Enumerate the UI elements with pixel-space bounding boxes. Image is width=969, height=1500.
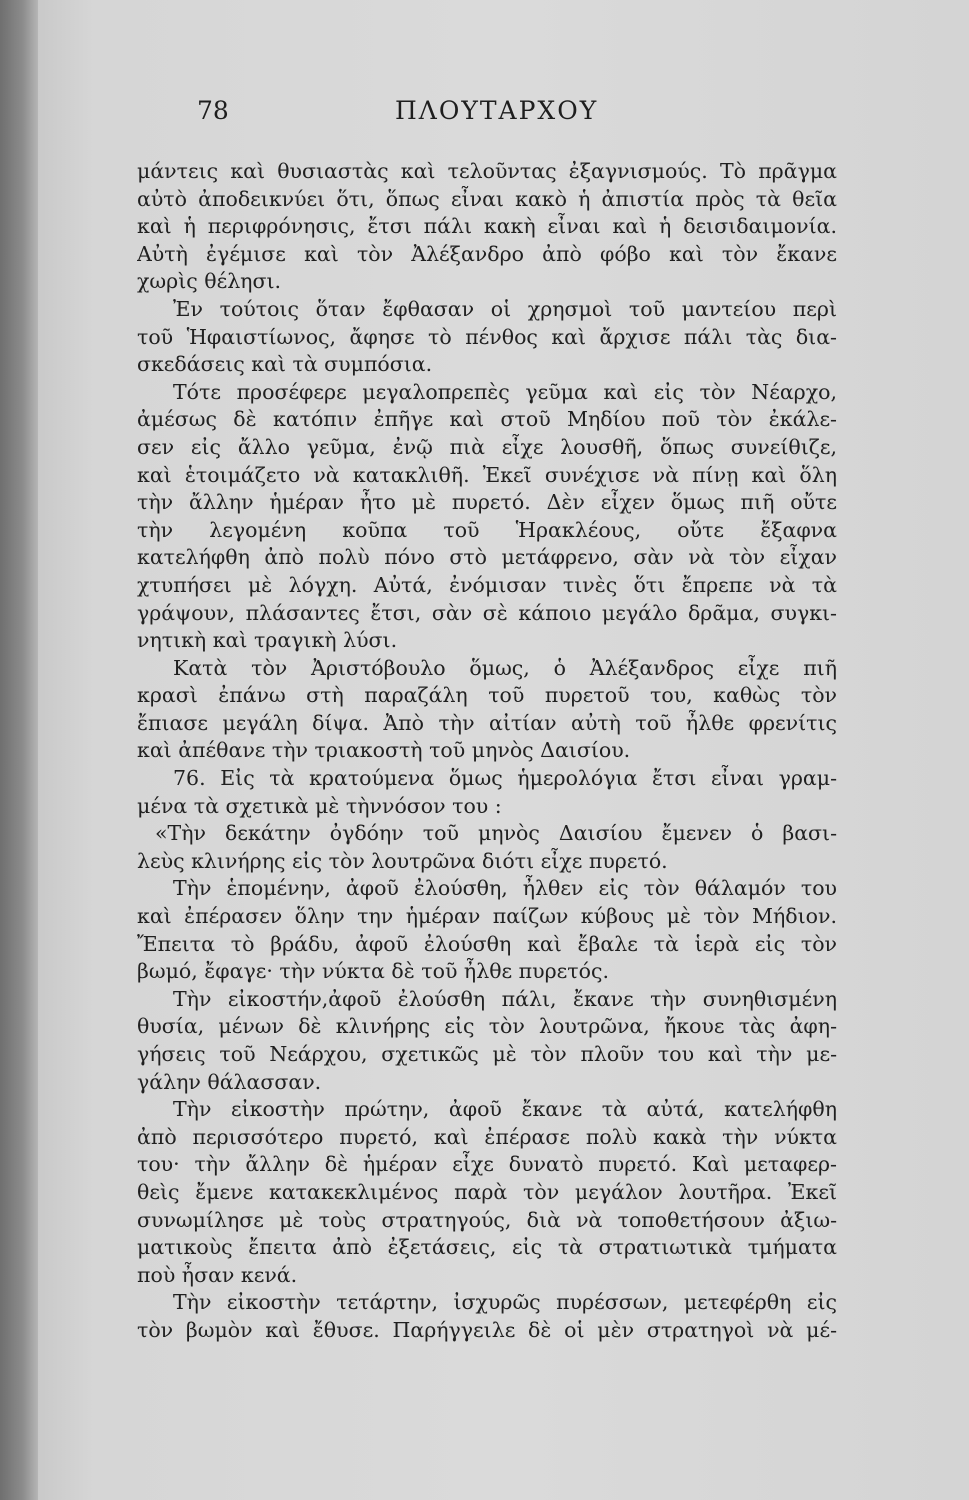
text-line: Κατὰ τὸν Ἀριστόβουλο ὅμως, ὁ Ἀλέξανδρος εἶχε πιῆ [173,655,837,680]
text-line: καὶ ἐπέρασεν ὅλην την ἡμέραν παίζων κύβους μὲ τὸν Μήδιον. [137,904,837,929]
text-line: σκεδάσεις καὶ τὰ συμπόσια. [137,352,433,377]
text-line: καὶ ἡ περιφρόνησις, ἔτσι πάλι κακὴ εἶναι καὶ ἡ δεισιδαιμονία. [137,214,837,239]
text-line: γάλην θάλασσαν. [137,1069,322,1094]
text-line: βωμό, ἔφαγε· τὴν νύκτα δὲ τοῦ ἦλθε πυρετός. [137,959,609,984]
text-line: τοῦ Ἡφαιστίωνος, ἄφησε τὸ πένθος καὶ ἄρχισε πάλι τὰς δια- [137,324,837,349]
page-header [0,96,969,136]
text-line: συνωμίλησε μὲ τοὺς στρατηγούς, διὰ νὰ τοποθετήσουν ἀξιω- [137,1207,837,1232]
text-line: ἔπιασε μεγάλη δίψα. Ἀπὸ τὴν αἰτίαν αὐτὴ τοῦ ἦλθε φρενίτις [137,710,837,735]
text-line: θεὶς ἔμενε κατακεκλιμένος παρὰ τὸν μεγάλον λουτῆρα. Ἐκεῖ [137,1179,837,1204]
text-line: Ἔπειτα τὸ βράδυ, ἀφοῦ ἐλούσθη καὶ ἔβαλε τὰ ἱερὰ εἰς τὸν [137,931,837,956]
body-text [137,158,837,1345]
text-line: του· τὴν ἄλλην δὲ ἡμέραν εἶχε δυνατὸ πυρετό. Καὶ μεταφερ- [137,1152,837,1177]
text-line: χτυπήσει μὲ λόγχη. Αὐτά, ἐνόμισαν τινὲς ὅτι ἔπρεπε νὰ τὰ [137,572,837,597]
text-line: Τότε προσέφερε μεγαλοπρεπὲς γεῦμα καὶ εἰς τὸν Νέαρχο, [173,379,837,404]
text-line: αὐτὸ ἀποδεικνύει ὅτι, ὅπως εἶναι κακὸ ἡ ἀπιστία πρὸς τὰ θεῖα [137,186,837,211]
book-spine-shadow [0,0,38,1500]
text-line: 76. Εἰς τὰ κρατούμενα ὅμως ἡμερολόγια ἔτσι εἶναι γραμ- [173,766,837,791]
text-line: Ἐν τούτοις ὅταν ἔφθασαν οἱ χρησμοὶ τοῦ μαντείου περὶ [173,296,837,321]
text-line: θυσία, μένων δὲ κλινήρης εἰς τὸν λουτρῶνα, ἤκουε τὰς ἀφη- [137,1014,837,1039]
text-line: τὴν ἄλλην ἡμέραν ἦτο μὲ πυρετό. Δὲν εἶχεν ὅμως πιῆ οὔτε [137,490,837,515]
text-line: Αὐτὴ ἐγέμισε καὶ τὸν Ἀλέξανδρο ἀπὸ φόβο καὶ τὸν ἔκανε [137,241,837,266]
text-line: λεὺς κλινήρης εἰς τὸν λουτρῶνα διότι εἶχε πυρετό. [137,848,668,873]
text-line: μάντεις καὶ θυσιαστὰς καὶ τελοῦντας ἐξαγνισμούς. Τὸ πρᾶγμα [137,159,837,183]
text-line: «Τὴν δεκάτην ὀγδόην τοῦ μηνὸς Δαισίου ἔμενεν ὁ βασι- [155,821,837,846]
text-line: ἀμέσως δὲ κατόπιν ἐπῆγε καὶ στοῦ Μηδίου ποῦ τὸν ἐκάλε- [137,407,837,432]
text-line: νητικὴ καὶ τραγικὴ λύσι. [137,628,398,653]
text-line: Τὴν εἰκοστὴν τετάρτην, ἰσχυρῶς πυρέσσων, μετεφέρθη εἰς [173,1290,837,1315]
text-line: κατελήφθη ἀπὸ πολὺ πόνο στὸ μετάφρενο, σὰν νὰ τὸν εἶχαν [137,545,837,570]
text-line: σεν εἰς ἄλλο γεῦμα, ἐνῷ πιὰ εἶχε λουσθῆ, ὅπως συνείθιζε, [137,434,837,459]
text-line: γήσεις τοῦ Νεάρχου, σχετικῶς μὲ τὸν πλοῦν του καὶ τὴν με- [137,1042,837,1066]
text-line: Τὴν εἰκοστὴν πρώτην, ἀφοῦ ἔκανε τὰ αὐτά, κατελήφθη [173,1097,837,1122]
text-line: μένα τὰ σχετικὰ μὲ τὴννόσον του : [137,793,502,818]
text-line: ἀπὸ περισσότερο πυρετό, καὶ ἐπέρασε πολὺ κακὰ τὴν νύκτα [137,1124,837,1149]
text-line: Τὴν εἰκοστήν,ἀφοῦ ἐλούσθη πάλι, ἔκανε τὴν συνηθισμένη [173,986,837,1011]
text-line: καὶ ἑτοιμάζετο νὰ κατακλιθῆ. Ἐκεῖ συνέχισε νὰ πίνῃ καὶ ὅλη [137,462,837,487]
page-number: 78 [197,96,229,125]
text-line: καὶ ἀπέθανε τὴν τριακοστὴ τοῦ μηνὸς Δαισίου. [137,738,631,763]
text-line: ματικοὺς ἔπειτα ἀπὸ ἐξετάσεις, εἰς τὰ στρατιωτικὰ τμήματα [137,1235,837,1260]
text-line: Τὴν ἑπομένην, ἀφοῦ ἐλούσθη, ἦλθεν εἰς τὸν θάλαμόν του [173,876,837,901]
text-line: κρασὶ ἐπάνω στὴ παραζάλη τοῦ πυρετοῦ του, καθὼς τὸν [137,683,837,708]
text-line: τὴν λεγομένη κοῦπα τοῦ Ἡρακλέους, οὔτε ἔξαφνα [137,517,837,542]
text-line: γράψουν, πλάσαντες ἔτσι, σὰν σὲ κάποιο μεγάλο δρᾶμα, συγκι- [137,600,837,625]
text-line: τὸν βωμὸν καὶ ἔθυσε. Παρήγγειλε δὲ οἱ μὲν στρατηγοὶ νὰ μέ- [137,1317,837,1342]
text-line: χωρὶς θέλησι. [137,269,282,294]
running-title: ΠΛΟΥΤΑΡΧΟΥ [395,96,599,125]
text-line: ποὺ ἦσαν κενά. [137,1262,298,1287]
